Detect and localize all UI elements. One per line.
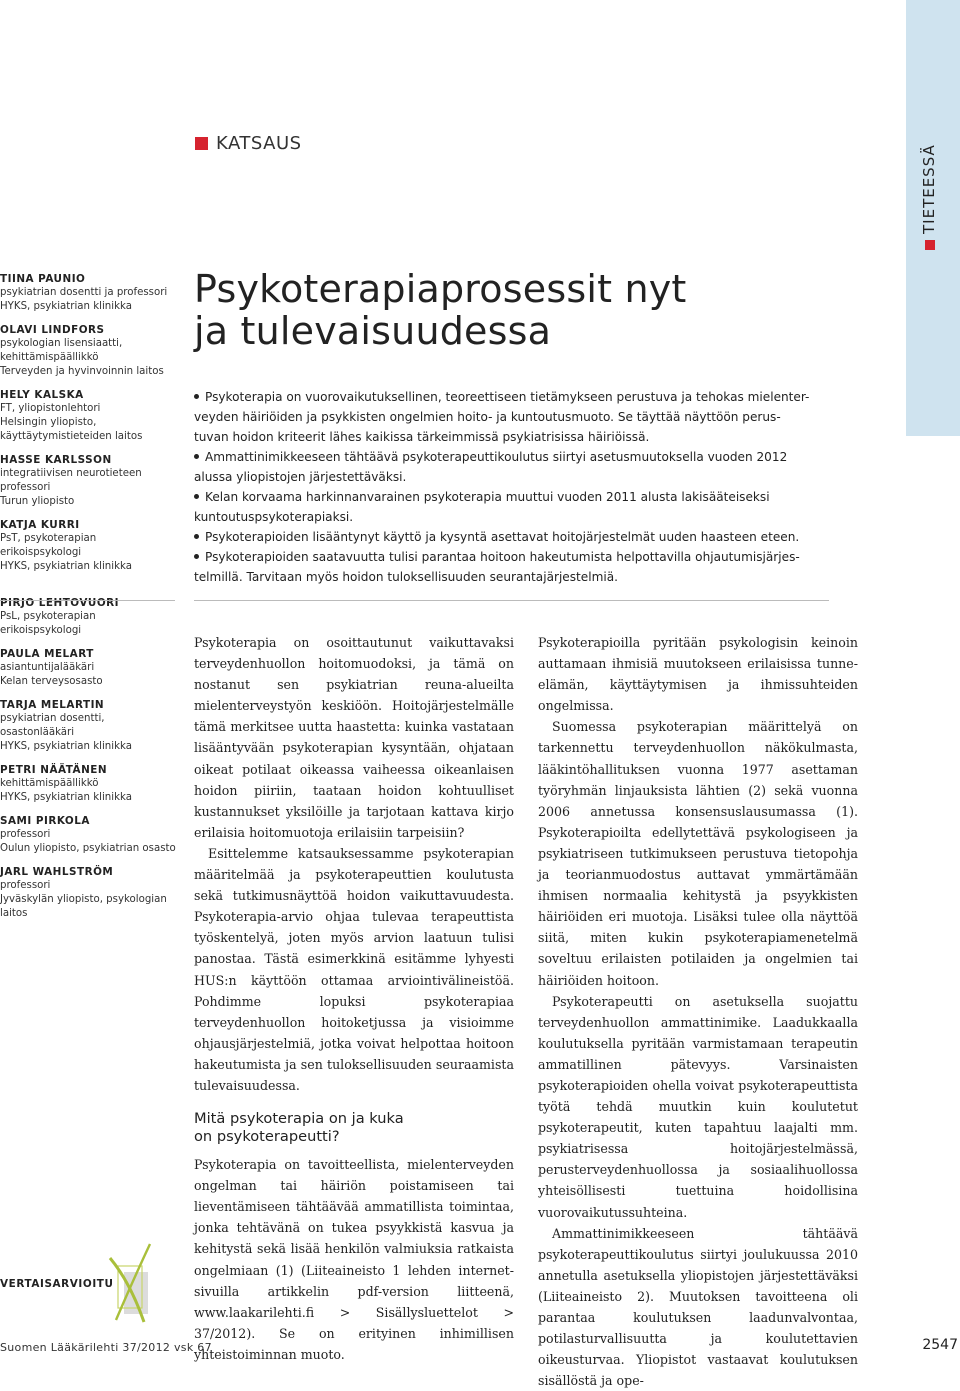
summary-bullet: [194, 487, 854, 527]
author-affiliation: psykologian lisensiaatti,: [0, 338, 123, 349]
section-marker-icon: [925, 240, 935, 250]
author-affiliation: Turun yliopisto: [0, 496, 75, 507]
author-list: [0, 272, 175, 930]
section-heading: Mitä psykoterapia on ja kuka on psykoterapeutti?: [194, 1110, 404, 1146]
author-name: PIRJO LEHTOVUORI: [0, 597, 120, 609]
bullet-icon: [194, 534, 199, 539]
author-entry: [0, 272, 175, 314]
author-affiliation: HYKS, psykiatrian klinikka: [0, 561, 132, 572]
paragraph: Psykoterapia on tavoitteellista, mielenterveyden ongelman tai häiriön poistamiseen tai lieventämiseen tähtäävää ammatillista toimintaa, jonka tehtävänä on tukea psyykkistä kasvua ja kehitystä sekä lisää henkilön valmiuksia ratkaista ongelmiaan (1) (Liiteaineisto 1 lehden internet-sivuilla artikkelin pdf-version liitteenä, www.laakarilehti.fi > Sisällysluettelot > 37/2012). Se on erityinen inhimillisen yhteistoiminnan muoto.: [194, 1157, 514, 1362]
author-entry: [0, 814, 175, 856]
author-affiliation: Jyväskylän yliopisto, psykologian: [0, 894, 167, 905]
author-name: TARJA MELARTIN: [0, 699, 105, 711]
summary-line: Psykoterapioiden lisääntynyt käyttö ja kysyntä asettavat hoitojärjestelmät uuden haasteen eteen.: [194, 527, 854, 547]
summary-line: alussa yliopistojen järjestettäväksi.: [194, 470, 407, 484]
summary-line: kuntoutuspsykoterapiaksi.: [194, 510, 354, 524]
author-affiliation: erikoispsykologi: [0, 625, 82, 636]
author-entry: [0, 647, 175, 689]
author-affiliation: Oulun yliopisto, psykiatrian osasto: [0, 843, 176, 854]
paragraph: Suomessa psykoterapian määrittelyä on tarkennettu terveydenhuollon näkökulmasta, lääkintöhallituksen vuonna 1977 asettaman työryhmän linjauksista lähtien (2) sekä vuonna 2006 annetussa konsensuslausumassa (1). Psykoterapioilta edellytettävä psykologiseen ja psykiatriseen tutkimukseen perustuva tietopohja ja teorianmuodostus auttavat ymmärtämään ihmisen normaalia kehitystä ja psyykkisten häiriöiden eri muotoja. Lisäksi tulee olla näyttöä siitä, miten kukin psykoterapiamenetelmä soveltuu erilaisten potilaiden ja ongelmien tai häiriöiden hoitoon.: [538, 719, 858, 988]
author-affiliation: professori: [0, 829, 51, 840]
author-affiliation: PsT, psykoterapian: [0, 533, 97, 544]
summary-line: telmillä. Tarvitaan myös hoidon tuloksellisuuden seurantajärjestelmiä.: [194, 570, 618, 584]
author-name: PAULA MELART: [0, 648, 94, 660]
author-affiliation: kehittämispäällikkö: [0, 352, 99, 363]
paragraph: Psykoterapia on osoittautunut vaikuttavaksi terveydenhuollon hoitomuodoksi, ja tämä on nostanut sen psykiatrian reuna-alueilta mielenterveystyön keskiöön. Hoitojärjestelmälle tämä merkitsee uutta haastetta: kuinka vastataan lisääntyvään psykoterapian kysyntään, ohjataan oikeat potilaat oikeassa vaiheessa oikeanlaisen hoidon piiriin, taataan hoidon kohtuulliset kustannukset yksilöille ja tarjotaan kattava kirjo erilaisia hoitomuotoja erilaisiin tarpeisiin?: [194, 635, 514, 840]
author-name: HELY KALSKA: [0, 389, 84, 401]
bullet-icon: [194, 394, 199, 399]
summary-line: Kelan korvaama harkinnanvarainen psykoterapia muuttui vuoden 2011 alusta lakisääteiseksi: [194, 487, 854, 507]
article-title: [194, 268, 884, 352]
title-line: Psykoterapiaprosessit nyt: [194, 267, 687, 311]
author-divider: [0, 600, 175, 601]
article-category: KATSAUS: [195, 133, 302, 154]
summary-line: tuvan hoidon kriteerit lähes kaikissa tärkeimmissä psykiatrisissa häiriöissä.: [194, 430, 650, 444]
author-affiliation: Kelan terveysosasto: [0, 676, 103, 687]
section-side-tab-label: [912, 120, 952, 260]
peer-review-label: VERTAISARVIOITU: [0, 1278, 114, 1290]
author-entry: [0, 518, 175, 574]
author-entry: [0, 388, 175, 444]
bullet-icon: [194, 454, 199, 459]
author-entry: [0, 865, 175, 921]
summary-divider: [194, 600, 829, 601]
author-name: KATJA KURRI: [0, 519, 80, 531]
author-name: TIINA PAUNIO: [0, 273, 86, 285]
author-name: OLAVI LINDFORS: [0, 324, 105, 336]
summary-bullets: [194, 387, 854, 587]
title-line: ja tulevaisuudessa: [194, 309, 552, 353]
author-affiliation: laitos: [0, 908, 28, 919]
summary-line: veyden häiriöiden ja psykkisten ongelmien hoito- ja kuntoutusmuoto. Se täyttää näyttöön perus-: [194, 410, 781, 424]
author-affiliation: osastonlääkäri: [0, 727, 75, 738]
author-entry: [0, 698, 175, 754]
author-affiliation: psykiatrian dosentti,: [0, 713, 105, 724]
peer-review-x-icon: [104, 1238, 160, 1324]
author-affiliation: HYKS, psykiatrian klinikka: [0, 792, 132, 803]
author-affiliation: asiantuntijalääkäri: [0, 662, 95, 673]
page-number: 2547: [922, 1337, 958, 1353]
summary-line: Ammattinimikkeeseen tähtäävä psykoterapeuttikoulutus siirtyi asetusmuutoksella vuoden 2012: [194, 447, 854, 467]
author-name: HASSE KARLSSON: [0, 454, 112, 466]
summary-bullet: [194, 527, 854, 547]
author-name: SAMI PIRKOLA: [0, 815, 90, 827]
bullet-icon: [194, 554, 199, 559]
summary-line: Psykoterapioiden saatavuutta tulisi parantaa hoitoon hakeutumista helpottavilla ohjautumisjärjes-: [194, 547, 854, 567]
paragraph: Psykoterapioilla pyritään psykologisin keinoin auttamaan ihmisiä muutokseen erilaisissa tunne-elämän, käyttäytymisen ja ihmissuhteiden ongelmissa.: [538, 635, 858, 714]
author-entry: [0, 323, 175, 379]
section-label: TIETEESSÄ: [920, 144, 938, 234]
paragraph: Psykoterapeutti on asetuksella suojattu terveydenhuollon ammattinimike. Laadukkaalla koulutuksella pyritään varmistamaan terapeutin ammatillinen pätevyys. Varsinaisten psykoterapioiden ohella voivat psykoterapeuttista työtä tehdä muutkin kuin koulutetut psykoterapeutit, kuten tapahtuu laajalti mm. psykiatrisessa hoitojärjestelmässä, perusterveydenhuollossa ja sosiaalihuollossa yhteisöllisesti tuettuina hoidollisina vuorovaikutussuhteina.: [538, 993, 858, 1220]
paragraph: Ammattinimikkeeseen tähtäävä psykoterapeuttikoulutus siirtyi joulukuussa 2010 annetulla asetuksella yliopistojen järjestettäväksi (Liiteaineisto 2). Muutoksen tavoitteena oli parantaa koulutuksen laadunvalvontaa, potilasturvallisuutta ja koulutettavien oikeusturvaa. Yliopistot vastaavat koulutuksen sisällöstä ja ope-: [538, 1225, 858, 1389]
summary-line: Psykoterapia on vuorovaikutuksellinen, teoreettiseen tietämykseen perustuva ja tehokas mielenter-: [194, 387, 854, 407]
bullet-icon: [194, 494, 199, 499]
summary-bullet: [194, 447, 854, 487]
author-entry: [0, 596, 175, 638]
journal-footer: Suomen Lääkärilehti 37/2012 vsk 67: [0, 1341, 212, 1354]
author-affiliation: kehittämispäällikkö: [0, 778, 99, 789]
author-affiliation: integratiivisen neurotieteen: [0, 468, 142, 479]
author-affiliation: PsL, psykoterapian: [0, 611, 96, 622]
author-affiliation: käyttäytymistieteiden laitos: [0, 431, 143, 442]
author-affiliation: HYKS, psykiatrian klinikka: [0, 741, 132, 752]
body-column-2: [538, 632, 858, 1391]
author-affiliation: HYKS, psykiatrian klinikka: [0, 301, 132, 312]
author-name: JARL WAHLSTRÖM: [0, 866, 114, 878]
author-affiliation: psykiatrian dosentti ja professori: [0, 287, 168, 298]
author-entry: [0, 453, 175, 509]
summary-bullet: [194, 387, 854, 447]
body-column-1: [194, 632, 514, 1365]
paragraph: Esittelemme katsauksessamme psykoterapian määritelmää ja psykoterapeuttien koulutusta sekä tutkimusnäyttöä hoidon vaikuttavuudesta. Psykoterapia-arvio ohjaa tulevaa terapeuttista työskentelyä, joten myös arvion laatuun tulisi panostaa. Tästä esimerkkinä esitämme lyhyesti HUS:n käyttöön ottamaa arviointivälineistöä. Pohdimme lopuksi psykoterapiaa terveydenhuollon hoitoketjussa ja visioimme ohjausjärjestelmiä, jotka voivat helpottaa hoitoon hakeutumista ja sen tuloksellisuuden seuraamista tulevaisuudessa.: [194, 845, 514, 1093]
author-affiliation: erikoispsykologi: [0, 547, 82, 558]
author-affiliation: professori: [0, 880, 51, 891]
author-entry: [0, 763, 175, 805]
author-affiliation: Terveyden ja hyvinvoinnin laitos: [0, 366, 164, 377]
author-affiliation: FT, yliopistonlehtori: [0, 403, 101, 414]
category-marker-icon: [195, 137, 208, 150]
author-name: PETRI NÄÄTÄNEN: [0, 764, 108, 776]
author-affiliation: professori: [0, 482, 51, 493]
summary-bullet: [194, 547, 854, 587]
author-affiliation: Helsingin yliopisto,: [0, 417, 97, 428]
